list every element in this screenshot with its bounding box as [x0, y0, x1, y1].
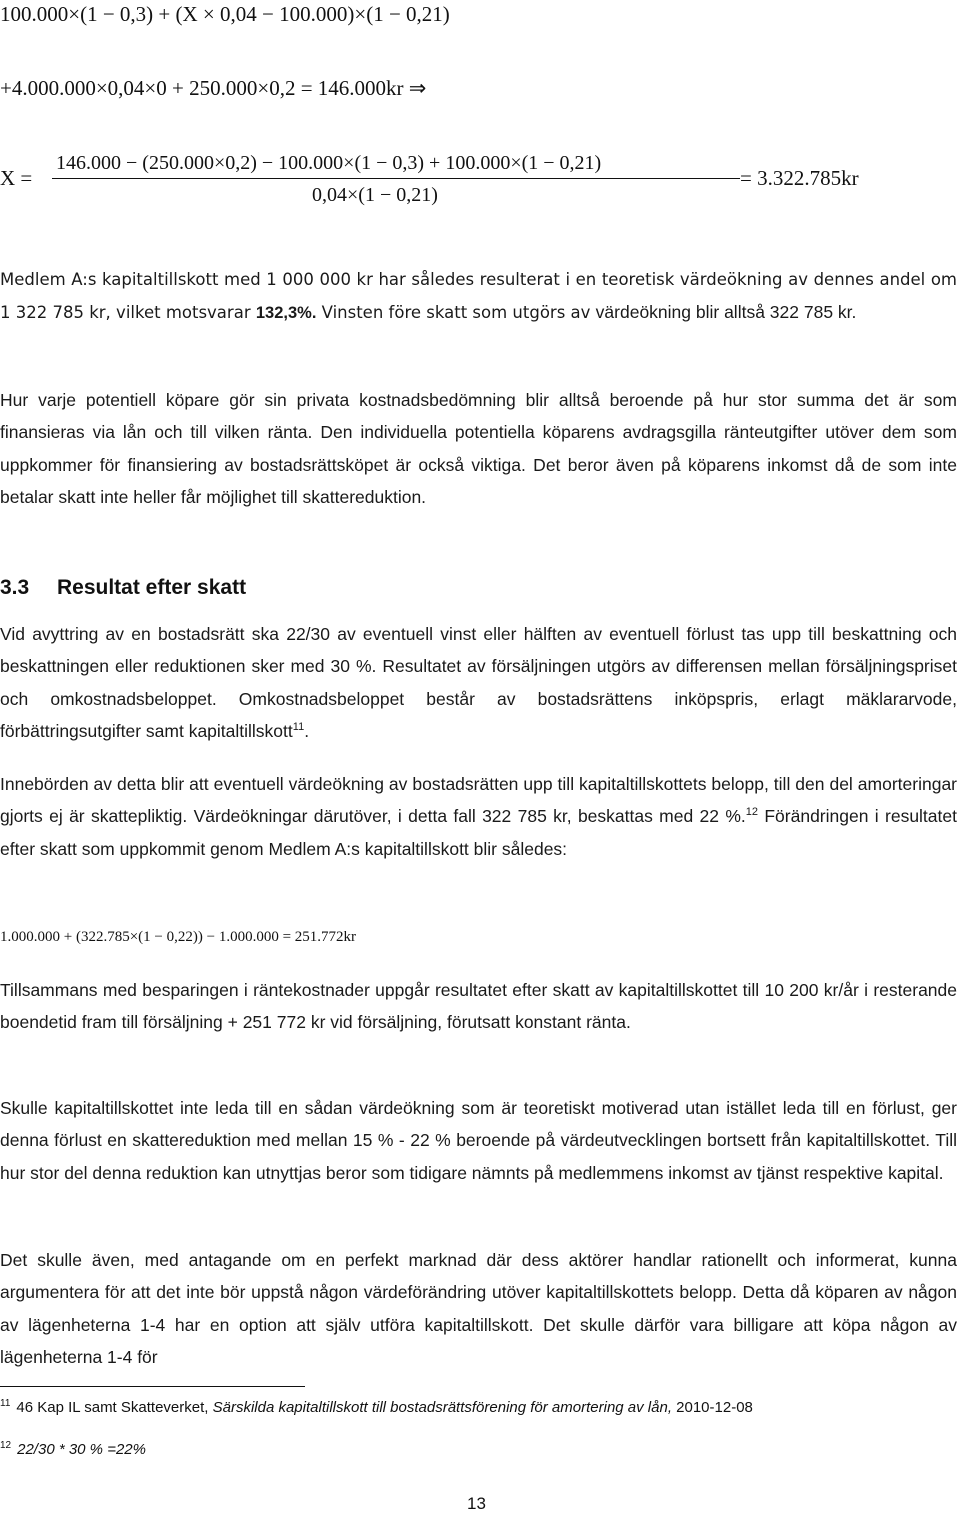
section-title: Resultat efter skatt — [57, 576, 247, 599]
paragraph-7: Det skulle även, med antagande om en perfekt marknad där dess aktörer handlar rationellt och informerat, kunna argumentera för att det inte bör uppstå någon värdeförändring utöver kapitaltillskottets belopp. Detta då köparen av någon av lägenheterna 1-4 har en option att själv utföra kapitaltillskott. Det skulle därför vara billigare att köpa någon av lägenheterna 1-4 för — [0, 1250, 957, 1367]
paragraph-3-end: . — [304, 720, 310, 741]
footnote-11 — [0, 1398, 753, 1416]
footnote-11-text-b: 2010-12-08 — [671, 1399, 753, 1416]
footnote-11-italic: Särskilda kapitaltillskott till bostadsrättsförening för amortering av lån, — [212, 1399, 672, 1416]
equation-x-result: = 3.322.785kr — [740, 166, 859, 190]
footnote-11-text-a: 46 Kap IL samt Skatteverket, — [16, 1399, 213, 1416]
paragraph-1-bold: 132,3%. — [255, 304, 317, 323]
paragraph-1-text-a: Medlem A:s kapitaltillskott med 1 000 000 kr har således resulterat i en teoretisk värdeökning av dennes andel om 1 322 785 kr, vilket motsvarar — [0, 270, 957, 323]
paragraph-3 — [0, 618, 957, 747]
paragraph-1-text-c: värdeökning blir alltså 322 785 kr. — [595, 302, 857, 323]
fraction-bar — [52, 178, 740, 179]
section-number: 3.3 — [0, 576, 30, 599]
equation-x-numerator: 146.000 − (250.000×0,2) − 100.000×(1 − 0,3) + 100.000×(1 − 0,21) — [56, 152, 602, 174]
equation-x-lhs: X = — [0, 166, 33, 190]
section-heading — [0, 576, 246, 600]
paragraph-2: Hur varje potentiell köpare gör sin privata kostnadsbedömning blir alltså beroende på hur stor summa det är som finansieras via lån och till vilken ränta. Den individuella potentiella köparens avdragsgilla ränteutgifter utöver dem som uppkommer för finansiering av bostadsrättsköpet är också viktiga. Det beror även på köparens inkomst då de som inte betalar skatt inte heller får möjlighet till skattereduktion. — [0, 390, 957, 507]
footnote-12-mark: 12 — [0, 1440, 12, 1451]
footnote-11-mark: 11 — [0, 1398, 11, 1409]
paragraph-4-text: Innebörden av detta blir att eventuell värdeökning av bostadsrätten upp till kapitaltillskottets belopp, till den del amorteringar gjorts ej är skattepliktig. Värdeökningar därutöver, i detta fall 322 785 kr, beskattas med 22 %. — [0, 774, 957, 827]
paragraph-3-text: Vid avyttring av en bostadsrätt ska 22/30 av eventuell vinst eller hälften av eventuell förlust tas upp till beskattning och beskattningen eller reduktionen sker med 30 %. Resultatet av försäljningen utgörs av differensen mellan försäljningspriset och omkostnadsbeloppet. Omkostnadsbeloppet består av bostadsrättens inköpspris, erlagt mäklararvode, förbättringsutgifter samt kapitaltillskott — [0, 624, 957, 741]
paragraph-6: Skulle kapitaltillskottet inte leda till en sådan värdeökning som är teoretiskt motiverad utan istället leda till en förlust, ger denna förlust en skattereduktion med mellan 15 % - 22 % beroende på värdeutvecklingen bortsett från kapitaltillskottet. Till hur stor del denna reduktion kan utnyttjas beror som tidigare nämnts på medlemmens inkomst av tjänst respektive kapital. — [0, 1098, 957, 1183]
paragraph-4 — [0, 768, 957, 865]
footnote-12-text: 22/30 * 30 % =22% — [17, 1441, 146, 1458]
footnote-separator — [0, 1386, 305, 1387]
equation-line-1: 100.000×(1 − 0,3) + (X × 0,04 − 100.000)×(1 − 0,21) — [0, 2, 450, 26]
footnote-ref-11[interactable]: 11 — [292, 721, 305, 734]
page-number: 13 — [467, 1494, 486, 1513]
equation-line-2: +4.000.000×0,04×0 + 250.000×0,2 = 146.000kr ⇒ — [0, 76, 427, 100]
equation-line-4: 1.000.000 + (322.785×(1 − 0,22)) − 1.000.000 = 251.772kr — [0, 929, 357, 945]
paragraph-4-end: Förändringen i resultatet efter skatt som uppkommit genom Medlem A:s kapitaltillskott blir således: — [0, 806, 957, 859]
paragraph-1-text-b: Vinsten före skatt som utgörs av — [316, 303, 591, 323]
footnote-12 — [0, 1440, 146, 1458]
equation-x-denominator: 0,04×(1 − 0,21) — [312, 184, 438, 206]
paragraph-1 — [0, 264, 957, 330]
footnote-ref-12[interactable]: 12 — [745, 806, 759, 819]
paragraph-5: Tillsammans med besparingen i räntekostnader uppgår resultatet efter skatt av kapitaltillskottet till 10 200 kr/år i resterande boendetid fram till försäljning + 251 772 kr vid försäljning, förutsatt konstant ränta. — [0, 980, 957, 1033]
